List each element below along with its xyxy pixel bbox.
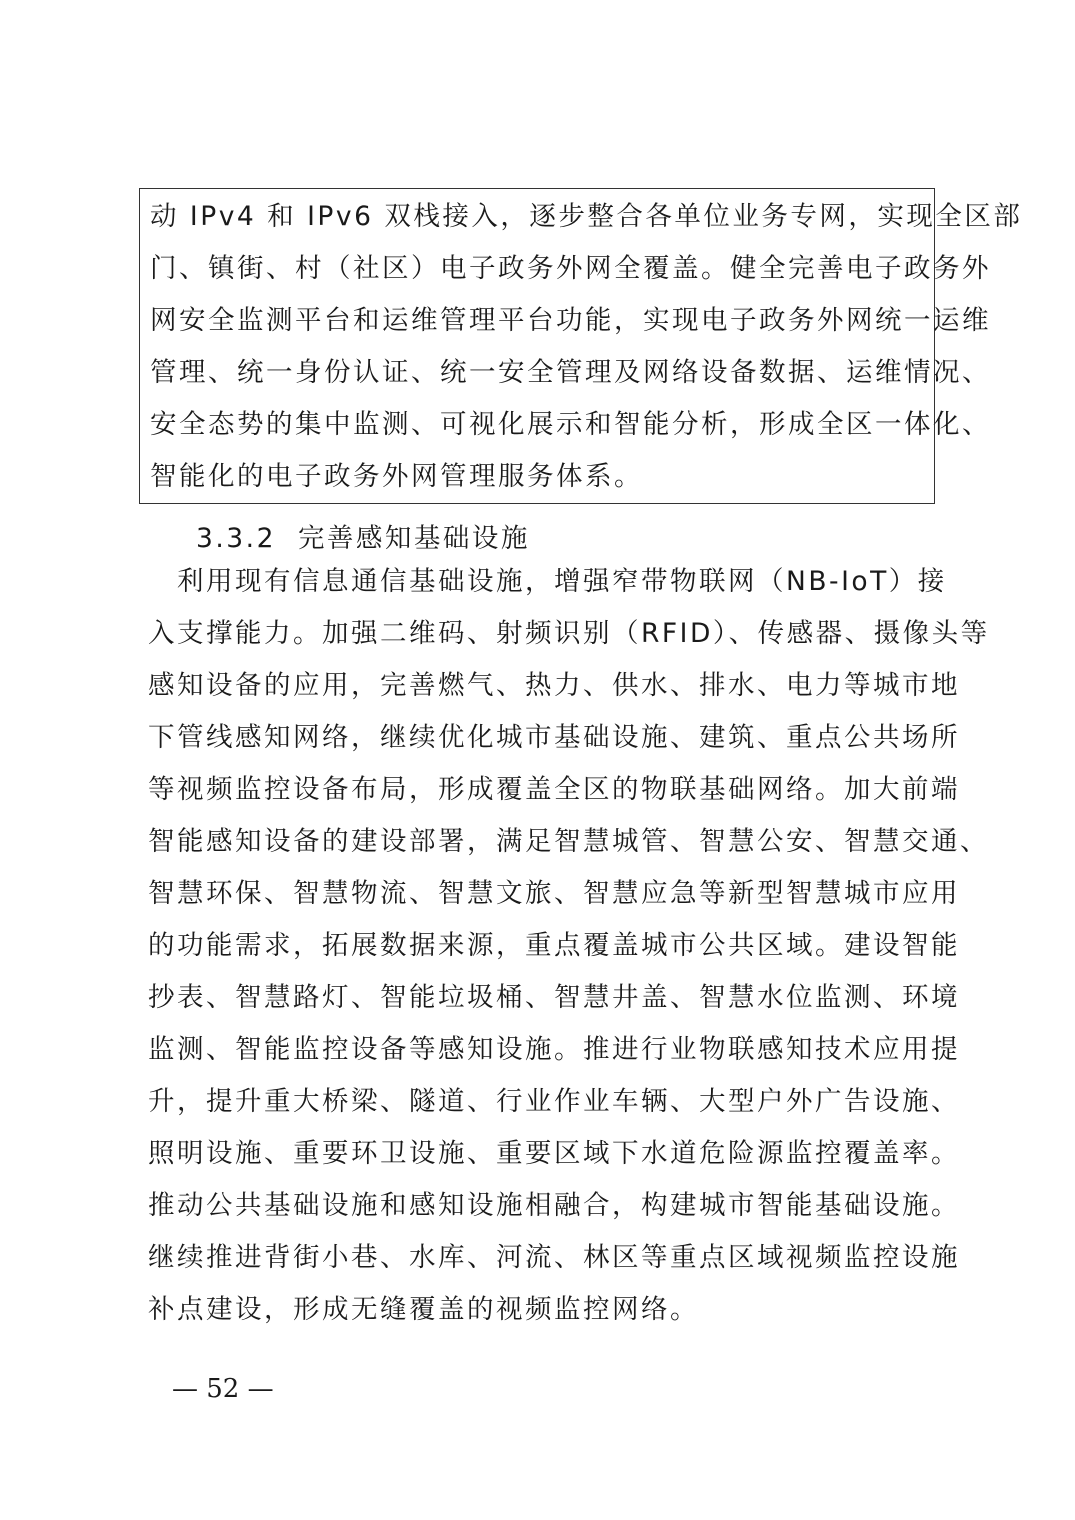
boxed-text-frame [139,188,1023,504]
paragraph-line: 抄表、智慧路灯、智能垃圾桶、智慧井盖、智慧水位监测、环境 [148,982,960,1013]
paragraph-line: 等视频监控设备布局，形成覆盖全区的物联基础网络。加大前端 [148,774,960,805]
boxed-text-line: 智能化的电子政务外网管理服务体系。 [150,461,643,492]
section-title: 完善感知基础设施 [297,523,530,554]
paragraph-line: 利用现有信息通信基础设施，增强窄带物联网（NB-IoT）接 [148,566,947,597]
boxed-text-line: 门、镇街、村（社区）电子政务外网全覆盖。健全完善电子政务外 [150,253,991,284]
page-number: — 52 — [172,1374,274,1404]
paragraph-line: 智慧环保、智慧物流、智慧文旅、智慧应急等新型智慧城市应用 [148,878,960,909]
boxed-text-line: 网安全监测平台和运维管理平台功能，实现电子政务外网统一运维 [150,305,991,336]
section-heading [196,516,530,555]
paragraph-line: 补点建设，形成无缝覆盖的视频监控网络。 [148,1294,699,1325]
paragraph-line: 的功能需求，拓展数据来源，重点覆盖城市公共区域。建设智能 [148,930,960,961]
section-number: 3.3.2 [196,523,276,554]
paragraph-line: 入支撑能力。加强二维码、射频识别（RFID）、传感器、摄像头等 [148,618,990,649]
paragraph-line: 升，提升重大桥梁、隧道、行业作业车辆、大型户外广告设施、 [148,1086,960,1117]
paragraph-line: 下管线感知网络，继续优化城市基础设施、建筑、重点公共场所 [148,722,960,753]
boxed-text-line: 管理、统一身份认证、统一安全管理及网络设备数据、运维情况、 [150,357,991,388]
paragraph-line: 感知设备的应用，完善燃气、热力、供水、排水、电力等城市地 [148,670,960,701]
paragraph-line: 继续推进背街小巷、水库、河流、林区等重点区域视频监控设施 [148,1242,960,1273]
paragraph-line: 智能感知设备的建设部署，满足智慧城管、智慧公安、智慧交通、 [148,826,989,857]
paragraph-line: 推动公共基础设施和感知设施相融合，构建城市智能基础设施。 [148,1190,960,1221]
boxed-text-line: 安全态势的集中监测、可视化展示和智能分析，形成全区一体化、 [150,409,991,440]
boxed-text-line: 动 IPv4 和 IPv6 双栈接入，逐步整合各单位业务专网，实现全区部 [150,201,1023,232]
paragraph-line: 照明设施、重要环卫设施、重要区域下水道危险源监控覆盖率。 [148,1138,960,1169]
paragraph-line: 监测、智能监控设备等感知设施。推进行业物联感知技术应用提 [148,1034,960,1065]
